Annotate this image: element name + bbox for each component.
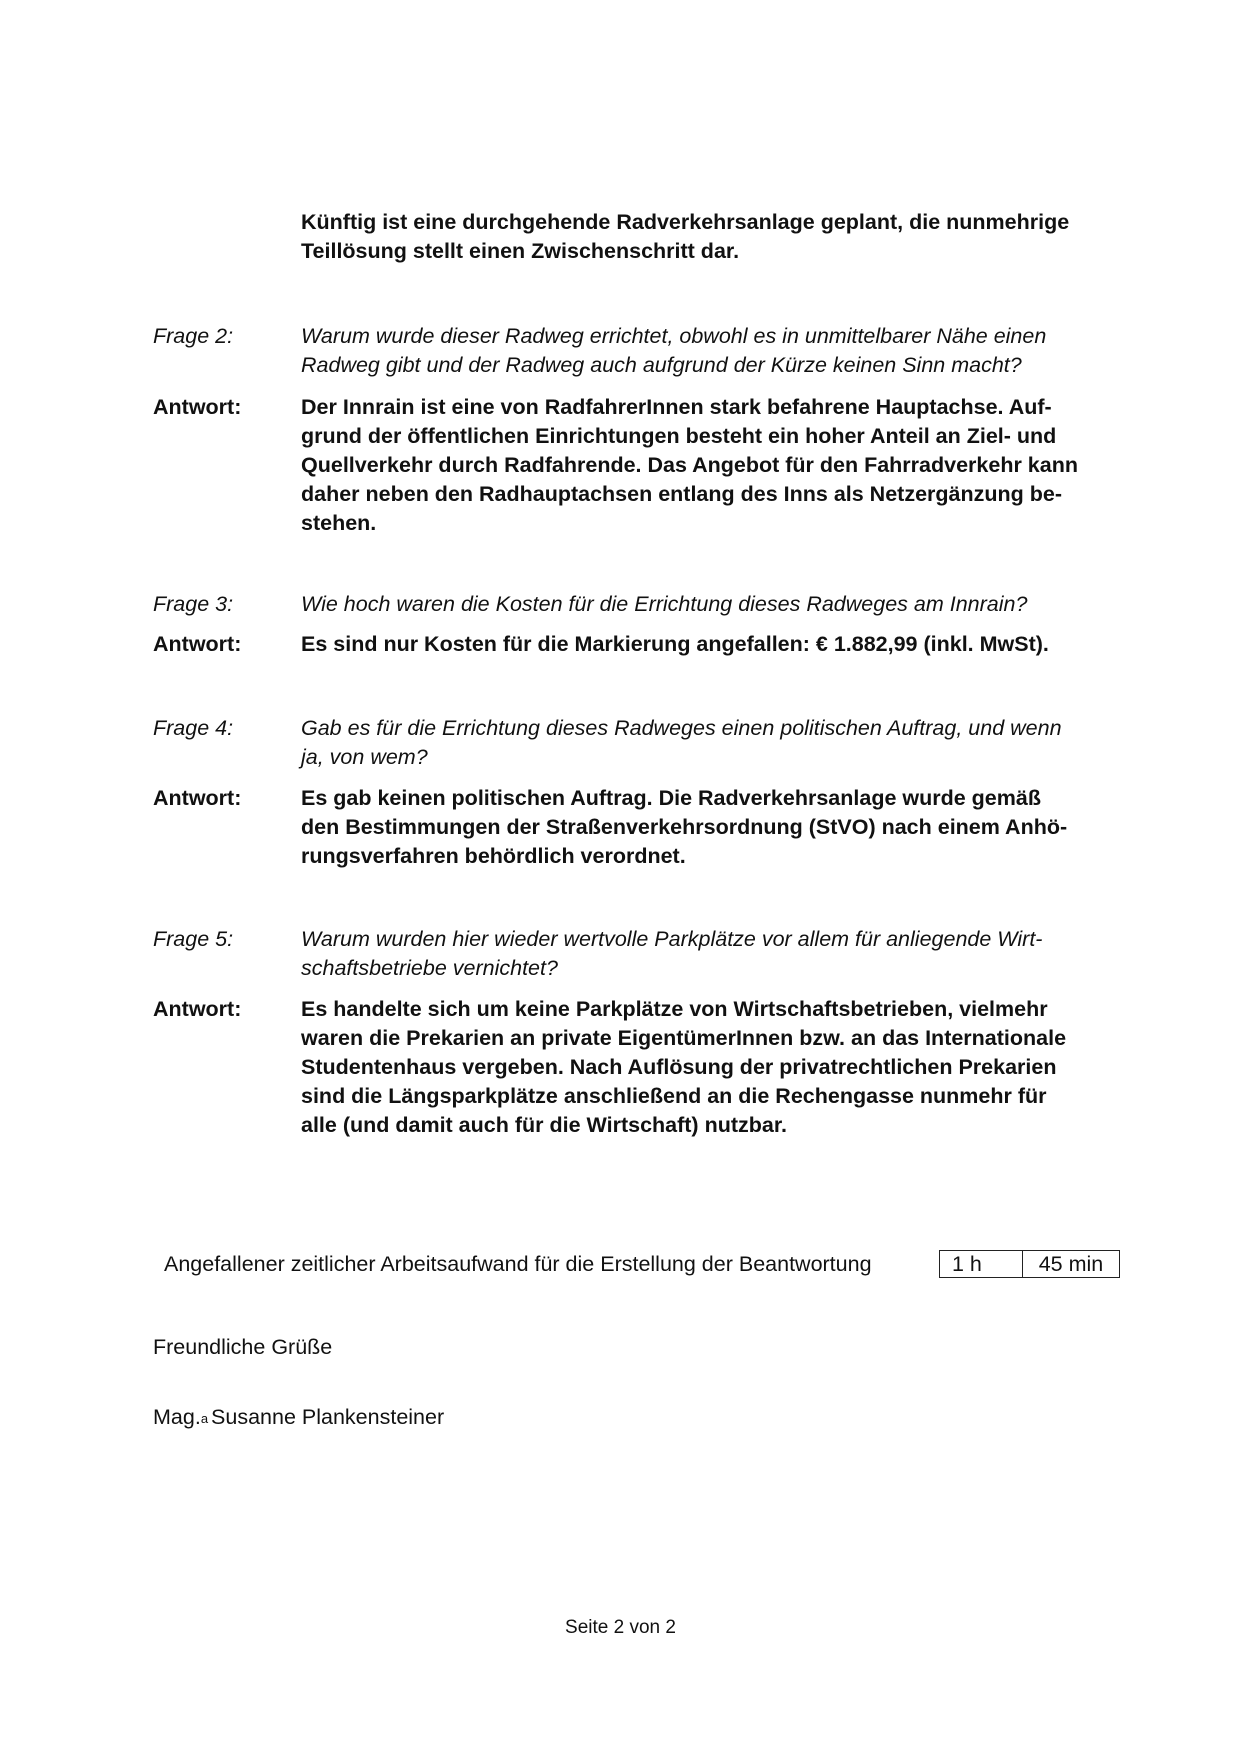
answer-line: alle (und damit auch für die Wirtschaft) nutzbar. xyxy=(301,1113,787,1137)
signature-name: Susanne Plankensteiner xyxy=(211,1405,445,1429)
signature-title-sup: a xyxy=(200,1411,209,1426)
answer-line: Es gab keinen politischen Auftrag. Die Radverkehrsanlage wurde gemäß xyxy=(301,786,1041,810)
question-text xyxy=(301,925,1131,983)
question-label: Frage 5: xyxy=(153,927,234,951)
page-number: Seite 2 von 2 xyxy=(565,1617,676,1638)
question-label: Frage 3: xyxy=(153,592,234,616)
answer-line: Der Innrain ist eine von RadfahrerInnen stark befahrene Hauptachse. Auf- xyxy=(301,395,1052,419)
answer-text xyxy=(301,995,1131,1140)
answer-label: Antwort: xyxy=(153,786,242,810)
greeting: Freundliche Grüße xyxy=(153,1335,333,1359)
question-line: Wie hoch waren die Kosten für die Errichtung dieses Radweges am Innrain? xyxy=(301,592,1028,616)
answer-line: Studentenhaus vergeben. Nach Auflösung der privatrechtlichen Prekarien xyxy=(301,1055,1057,1079)
answer-line: Es handelte sich um keine Parkplätze von Wirtschaftsbetrieben, vielmehr xyxy=(301,997,1048,1021)
question-line: Radweg gibt und der Radweg auch aufgrund der Kürze keinen Sinn macht? xyxy=(301,353,1022,377)
intro-paragraph xyxy=(301,208,1131,266)
answer-line: den Bestimmungen der Straßenverkehrsordnung (StVO) nach einem Anhö- xyxy=(301,815,1068,839)
answer-line: daher neben den Radhauptachsen entlang des Inns als Netzergänzung be- xyxy=(301,482,1062,506)
signature-title: Mag. xyxy=(153,1405,201,1429)
answer-text xyxy=(301,630,1131,659)
question-text xyxy=(301,590,1131,619)
answer-line: waren die Prekarien an private EigentümerInnen bzw. an das Internationale xyxy=(301,1026,1067,1050)
question-text xyxy=(301,714,1131,772)
question-label: Frage 4: xyxy=(153,716,234,740)
answer-line: rungsverfahren behördlich verordnet. xyxy=(301,844,686,868)
question-line: schaftsbetriebe vernichtet? xyxy=(301,956,558,980)
answer-line: grund der öffentlichen Einrichtungen besteht ein hoher Anteil an Ziel- und xyxy=(301,424,1057,448)
effort-hours: 1 h xyxy=(940,1251,1023,1277)
answer-label: Antwort: xyxy=(153,997,242,1021)
intro-line: Künftig ist eine durchgehende Radverkehrsanlage geplant, die nunmehrige xyxy=(301,210,1070,234)
answer-text xyxy=(301,784,1131,871)
signature xyxy=(153,1404,444,1430)
question-text xyxy=(301,322,1131,380)
question-line: Gab es für die Errichtung dieses Radweges einen politischen Auftrag, und wenn xyxy=(301,716,1062,740)
answer-line: Quellverkehr durch Radfahrende. Das Angebot für den Fahrradverkehr kann xyxy=(301,453,1078,477)
answer-line: stehen. xyxy=(301,511,377,535)
effort-label: Angefallener zeitlicher Arbeitsaufwand für die Erstellung der Beantwortung xyxy=(164,1252,872,1276)
answer-label: Antwort: xyxy=(153,395,242,419)
intro-line: Teillösung stellt einen Zwischenschritt dar. xyxy=(301,239,740,263)
answer-text xyxy=(301,393,1131,538)
question-line: Warum wurden hier wieder wertvolle Parkplätze vor allem für anliegende Wirt- xyxy=(301,927,1043,951)
effort-minutes: 45 min xyxy=(1038,1252,1104,1276)
answer-label: Antwort: xyxy=(153,632,242,656)
question-label: Frage 2: xyxy=(153,324,234,348)
effort-table xyxy=(939,1250,1120,1278)
answer-line: Es sind nur Kosten für die Markierung angefallen: € 1.882,99 (inkl. MwSt). xyxy=(301,632,1049,656)
answer-line: sind die Längsparkplätze anschließend an die Rechengasse nunmehr für xyxy=(301,1084,1047,1108)
question-line: ja, von wem? xyxy=(301,745,428,769)
question-line: Warum wurde dieser Radweg errichtet, obwohl es in unmittelbarer Nähe einen xyxy=(301,324,1047,348)
